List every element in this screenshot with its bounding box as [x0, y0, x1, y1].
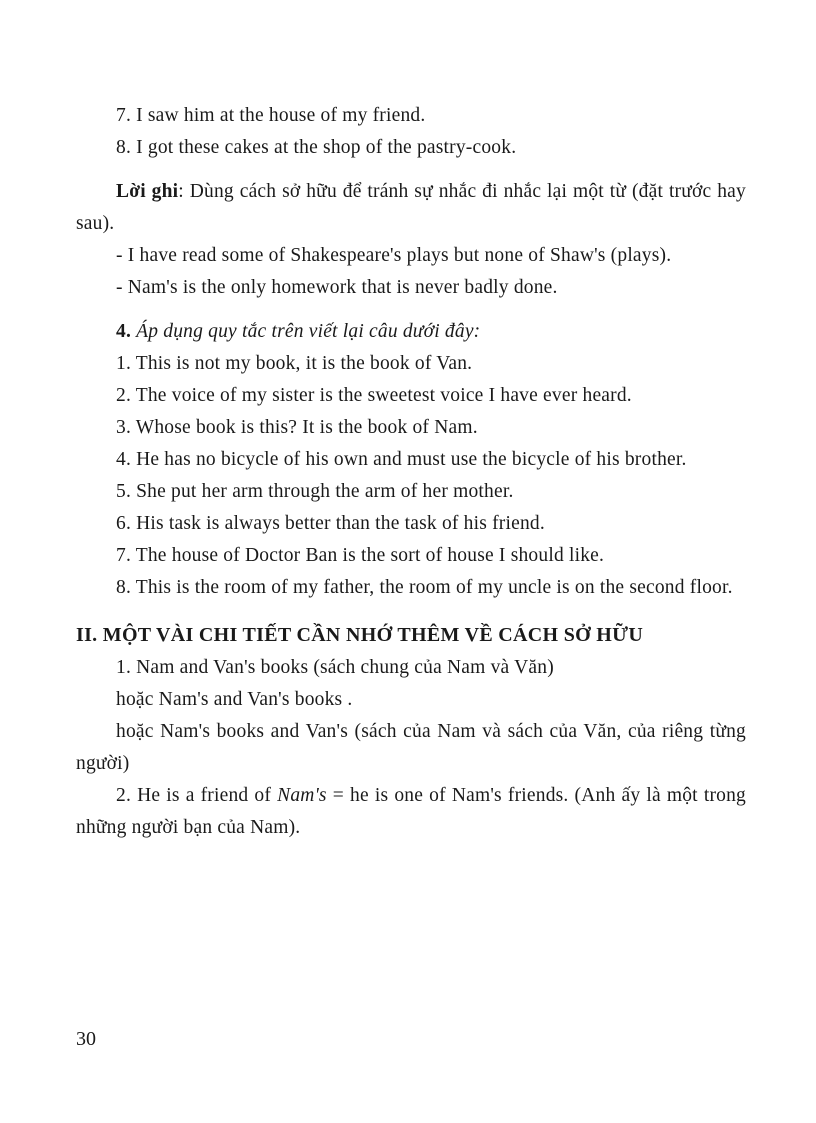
exercise-item: 4. He has no bicycle of his own and must use the bicycle of his brother. [116, 449, 687, 470]
exercise-item: 8. This is the room of my father, the room of my uncle is on the second floor. [116, 577, 733, 598]
note-text: : Dùng cách sở hữu để tránh sự nhắc đi nhắc lại một từ (đặt trước hay sau). [76, 181, 746, 234]
note-paragraph [76, 176, 746, 240]
list-item: 7. I saw him at the house of my friend. [116, 105, 426, 126]
page-body [76, 100, 746, 844]
section-line [76, 780, 746, 844]
note-example: - Nam's is the only homework that is never badly done. [116, 277, 558, 298]
exercise-heading [76, 316, 746, 348]
exercise-number: 4. [116, 321, 132, 342]
exercise-item: 5. She put her arm through the arm of her mother. [116, 481, 514, 502]
section-line-italic: Nam's [277, 785, 327, 806]
exercise-item: 6. His task is always better than the task of his friend. [116, 513, 545, 534]
note-example: - I have read some of Shakespeare's plays but none of Shaw's (plays). [116, 245, 672, 266]
section-line: hoặc Nam's books and Van's (sách của Nam và sách của Văn, của riêng từng người) [76, 721, 746, 774]
section-line-pre: 2. He is a friend of [116, 785, 278, 806]
list-item: 8. I got these cakes at the shop of the pastry-cook. [116, 137, 517, 158]
exercise-item: 1. This is not my book, it is the book of Van. [116, 353, 473, 374]
page-number: 30 [76, 1028, 96, 1050]
section-line: hoặc Nam's and Van's books . [116, 689, 353, 710]
note-label: Lời ghi [116, 181, 179, 202]
section-title: II. MỘT VÀI CHI TIẾT CẦN NHỚ THÊM VỀ CÁCH SỞ HỮU [76, 624, 644, 646]
exercise-heading-text: Áp dụng quy tắc trên viết lại câu dưới đây: [131, 321, 481, 342]
exercise-item: 7. The house of Doctor Ban is the sort of house I should like. [116, 545, 605, 566]
section-line: 1. Nam and Van's books (sách chung của Nam và Văn) [116, 657, 554, 678]
exercise-item: 2. The voice of my sister is the sweetest voice I have ever heard. [116, 385, 632, 406]
exercise-item: 3. Whose book is this? It is the book of Nam. [116, 417, 478, 438]
section-line-post: = he is one of Nam's friends. (Anh ấy là một trong những người bạn của Nam). [76, 785, 746, 838]
